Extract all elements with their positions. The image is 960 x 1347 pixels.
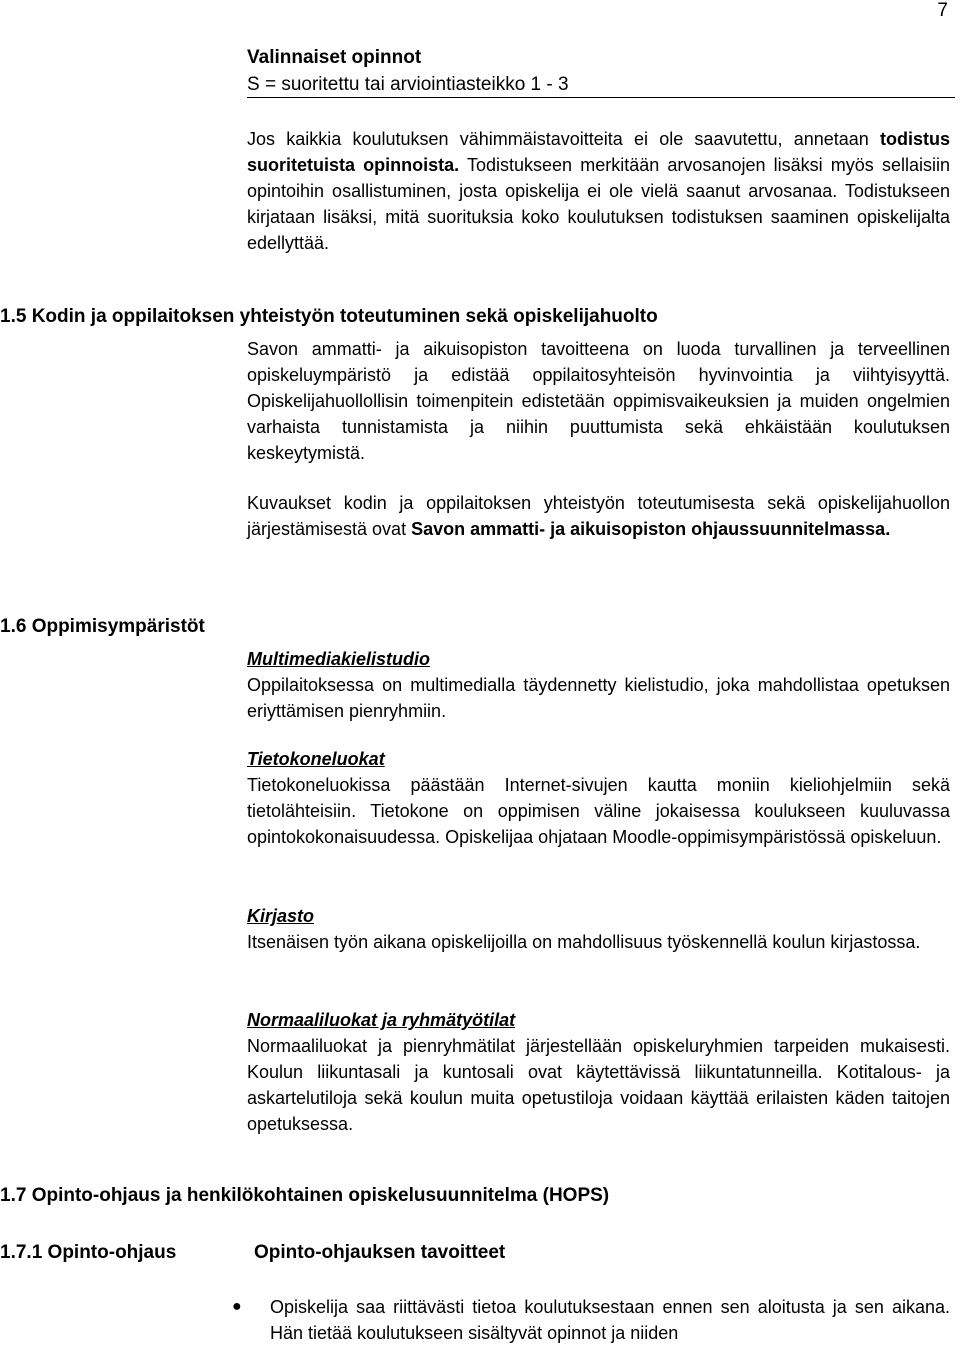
section-1-7-1-subtitle: Opinto-ohjauksen tavoitteet: [254, 1242, 506, 1263]
section-heading-1-5: 1.5 Kodin ja oppilaitoksen yhteistyön toteutuminen sekä opiskelijahuolto: [0, 306, 658, 327]
bullet-icon: ●: [232, 1298, 242, 1315]
header-subtitle: S = suoritettu tai arviointiasteikko 1 - 3: [247, 74, 569, 95]
subsection-library: [247, 903, 950, 955]
section-1-5-paragraph-2: [247, 490, 950, 542]
subsection-computer-labs: [247, 746, 950, 850]
list-item: [232, 1294, 950, 1346]
paragraph-2-bold: Savon ammatti- ja aikuisopiston ohjaussuunnitelmassa.: [411, 519, 891, 539]
intro-text-part1: Jos kaikkia koulutuksen vähimmäistavoitteita ei ole saavutettu, annetaan: [247, 129, 880, 149]
header-rule: [247, 97, 955, 98]
subsection-classrooms: [247, 1007, 950, 1137]
subsection-text: Itsenäisen työn aikana opiskelijoilla on mahdollisuus työskennellä koulun kirjastossa.: [247, 932, 921, 952]
subsection-title: Normaaliluokat ja ryhmätyötilat: [247, 1010, 516, 1030]
intro-text-bold: todistus suoritetuista opinnoista.: [247, 129, 950, 175]
section-heading-1-7-1: 1.7.1 Opinto-ohjaus: [0, 1242, 177, 1263]
subsection-multimedia: [247, 646, 950, 724]
subsection-text: Tietokoneluokissa päästään Internet-sivujen kautta moniin kieliohjelmiin sekä tietolähteisiin. Tietokone on oppimisen väline jokaisessa koulukseen kuuluvassa opintokokonaisuudessa. Opiskelijaa ohjataan Moodle-oppimisympäristössä opiskeluun.: [247, 775, 950, 847]
header-title: Valinnaiset opinnot: [247, 47, 422, 68]
subsection-text: Normaaliluokat ja pienryhmätilat järjestellään opiskeluryhmien tarpeiden mukaisesti. Koulun liikuntasali ja kuntosali ovat käytettävissä liikuntatunneilla. Kotitalous- ja askartelutiloja sekä koulun muita opetustiloja voidaan käyttää erilaisten käden taitojen opetuksessa.: [247, 1036, 950, 1134]
subsection-title: Kirjasto: [247, 906, 315, 926]
section-heading-1-6: 1.6 Oppimisympäristöt: [0, 616, 205, 637]
intro-paragraph: [247, 126, 950, 256]
section-heading-1-7: 1.7 Opinto-ohjaus ja henkilökohtainen opiskelusuunnitelma (HOPS): [0, 1185, 610, 1206]
goals-bullet-list: [232, 1294, 950, 1346]
section-1-5-paragraph-1: Savon ammatti- ja aikuisopiston tavoitteena on luoda turvallinen ja terveellinen opiskeluympäristö ja edistää oppilaitosyhteisön hyvinvointia ja viihtyisyyttä. Opiskelijahuollollisin toimenpitein edistetään oppimisvaikeuksien ja muiden ongelmien varhaista tunnistamista ja niihin puuttumista sekä ehkäistään koulutuksen keskeytymistä.: [247, 339, 950, 463]
section-header: [247, 44, 955, 98]
subsection-text: Oppilaitoksessa on multimedialla täydennetty kielistudio, joka mahdollistaa opetuksen eriyttämisen pienryhmiin.: [247, 675, 950, 721]
subsection-title: Multimediakielistudio: [247, 649, 431, 669]
paragraph-2-text: Kuvaukset kodin ja oppilaitoksen yhteistyön toteutumisesta sekä opiskelijahuollon järjestämisestä ovat: [247, 493, 950, 539]
intro-text-part2: Todistukseen merkitään arvosanojen lisäksi myös sellaisiin opintoihin osallistuminen, josta opiskelija ei ole vielä saanut arvosanaa. Todistukseen kirjataan lisäksi, mitä suorituksia koko koulutuksen todistuksen saaminen opiskelijalta edellyttää.: [247, 155, 950, 253]
list-item-text: Opiskelija saa riittävästi tietoa koulutuksestaan ennen sen aloitusta ja sen aikana. Hän tietää koulutukseen sisältyvät opinnot ja niiden: [270, 1297, 950, 1343]
subsection-title: Tietokoneluokat: [247, 749, 385, 769]
page-number: 7: [937, 0, 948, 21]
